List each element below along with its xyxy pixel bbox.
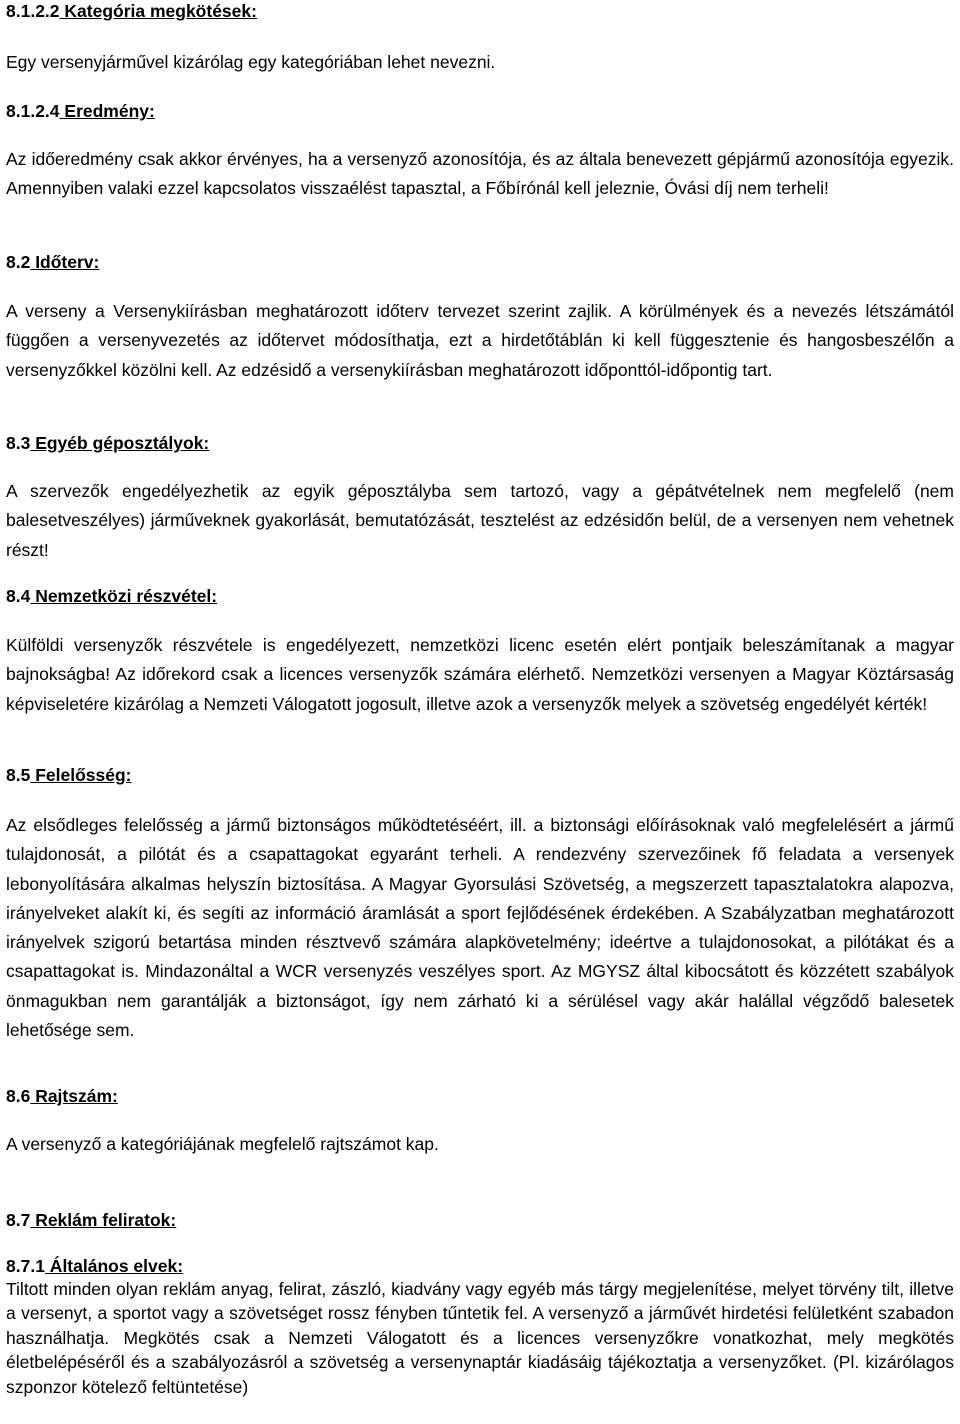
section-body-8-4: Külföldi versenyzők részvétele is engedélyezett, nemzetközi licenc esetén elért pontjaik beleszámítanak a magyar bajnokságba! Az időrekord csak a licences versenyzők számára elérhető. Nemzetközi versenyen a Magyar Köztársaság képviseletére kizárólag a Nemzeti Válogatott jogosult, illetve azok a versenyzők melyek a szövetség engedélyét kérték! xyxy=(6,635,954,714)
section-body-8-5: Az elsődleges felelősség a jármű biztonságos működtetéséért, ill. a biztonsági előírásoknak való megfelelésért a jármű tulajdonosát, a pilótát és a csapattagokat egyaránt terheli. A rendezvény szervezőinek fő feladata a versenyek lebonyolítására alkalmas helyszín biztosítása. A Magyar Gyorsulási Szövetség, a megszerzett tapasztalatokra alapozva, irányelveket alakít ki, és segíti az információ áramlását a sport fejlődésének érdekében. A Szabályzatban meghatározott irányelvek szigorú betartása minden résztvevő számára alapkövetelmény; ideértve a tulajdonosokat, a pilótákat és a csapattagokat is. Mindazonáltal a WCR versenyzés veszélyes sport. Az MGYSZ által kibocsátott és közzétett szabályok önmagukban nem garantálják a biztonságot, így nem zárható ki a sérülésel vagy akár halállal végződő balesetek lehetősége sem. xyxy=(6,815,954,1041)
section-heading-8-5: 8.5 Felelősség: xyxy=(6,765,132,785)
section-heading-8-7: 8.7 Reklám feliratok: xyxy=(6,1210,177,1230)
section-heading-8-1-2-2: 8.1.2.2 Kategória megkötések: xyxy=(6,1,257,21)
section-heading-8-6: 8.6 Rajtszám: xyxy=(6,1086,118,1106)
section-heading-8-2: 8.2 Időterv: xyxy=(6,252,100,272)
section-body-8-3: A szervezők engedélyezhetik az egyik géposztályba sem tartozó, vagy a gépátvételnek nem megfelelő (nem balesetveszélyes) járműveknek gyakorlását, bemutatózását, tesztelést az edzésidőn belül, de a versenyen nem vehetnek részt! xyxy=(6,481,954,560)
section-body-8-7-1: Tiltott minden olyan reklám anyag, felirat, zászló, kiadvány vagy egyéb más tárgy megjelenítése, melyet törvény tilt, illetve a versenyt, a sportot vagy a szövetséget rossz fényben tűntetik fel. A versenyző a járművét hirdetési felületként szabadon használhatja. Megkötés csak a Nemzeti Válogatott és a licences versenyzőkre vonatkozhat, mely megkötés életbelépéséről és a szabályozásról a szövetség a versenynaptár kiadásáig tájékoztatja a versenyzőket. (Pl. kizárólagos szponzor kötelező feltüntetése) xyxy=(6,1279,954,1397)
section-heading-8-4: 8.4 Nemzetközi részvétel: xyxy=(6,586,218,606)
section-body-8-2: A verseny a Versenykiírásban meghatározott időterv tervezet szerint zajlik. A körülmények és a nevezés létszámától függően a versenyvezetés az időtervet módosíthatja, ezt a hirdetőtáblán ki kell függesztenie és hangosbeszélőn a versenyzőkkel közölni kell. Az edzésidő a versenykiírásban meghatározott időponttól-időpontig tart. xyxy=(6,301,954,380)
section-body-8-1-2-4: Az időeredmény csak akkor érvényes, ha a versenyző azonosítója, és az általa benevezett gépjármű azonosítója egyezik. Amennyiben valaki ezzel kapcsolatos visszaélést tapasztal, a Főbírónál kell jeleznie, Óvási díj nem terheli! xyxy=(6,149,954,199)
section-heading-8-3: 8.3 Egyéb gépo​sztályok: xyxy=(6,433,210,453)
section-heading-8-1-2-4: 8.1.2.4 Eredmény: xyxy=(6,101,155,121)
section-heading-8-7-1: 8.7.1 Általános elvek: xyxy=(6,1256,184,1276)
section-body-8-6: A versenyző a kategóriájának megfelelő rajtszámot kap. xyxy=(6,1134,439,1154)
section-body-8-1-2-2: Egy versenyjárművel kizárólag egy kategóriában lehet nevezni. xyxy=(6,52,496,72)
